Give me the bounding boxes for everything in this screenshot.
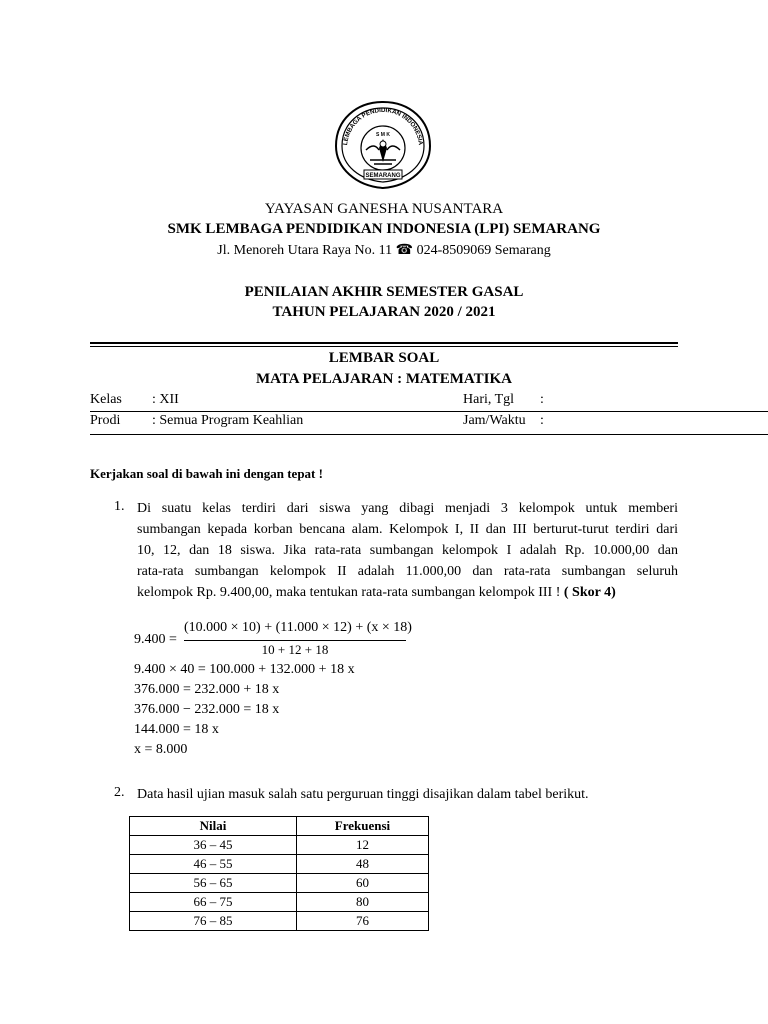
hari-label: Hari, Tgl: [463, 392, 515, 407]
table-row: [130, 893, 429, 912]
solution-numerator: (10.000 × 10) + (11.000 × 12) + (x × 18): [184, 620, 412, 635]
table-row: [130, 855, 429, 874]
cell-frekuensi: 76: [297, 912, 429, 931]
logo-bottom-text: SEMARANG: [365, 173, 401, 179]
q1-text: [137, 498, 678, 603]
address-street: Jl. Menoreh Utara Raya No. 11: [217, 243, 393, 258]
cell-frekuensi: 80: [297, 893, 429, 912]
kelas-value: : XII: [152, 392, 179, 407]
prodi-label: Prodi: [90, 413, 121, 428]
jam-value: :: [540, 413, 544, 428]
solution-denominator: 10 + 12 + 18: [261, 642, 329, 657]
solution-step-2: 376.000 = 232.000 + 18 x: [134, 682, 280, 697]
solution-step-1: 9.400 × 40 = 100.000 + 132.000 + 18 x: [134, 662, 355, 677]
exam-title: PENILAIAN AKHIR SEMESTER GASAL: [244, 284, 524, 300]
sheet-title: LEMBAR SOAL: [328, 350, 440, 366]
logo-ring-text: LEMBAGA PENDIDIKAN INDONESIA: [342, 106, 424, 146]
prodi-value: : Semua Program Keahlian: [152, 413, 304, 428]
cell-nilai: 46 – 55: [130, 855, 297, 874]
solution-step-3: 376.000 − 232.000 = 18 x: [134, 702, 280, 717]
q1-line-last: [137, 582, 678, 603]
cell-frekuensi: 48: [297, 855, 429, 874]
table-row: [130, 912, 429, 931]
solution-step-4: 144.000 = 18 x: [134, 722, 219, 737]
address-phone: 024-8509069 Semarang: [416, 243, 551, 258]
cell-nilai: 76 – 85: [130, 912, 297, 931]
q1-line: kelompok Rp. 9.400,00, maka tentukan rata-rata sumbangan kelompok III !: [137, 585, 561, 600]
school-logo: [330, 100, 436, 190]
q2-text: Data hasil ujian masuk salah satu perguruan tinggi disajikan dalam tabel berikut.: [137, 787, 589, 802]
q1-number: 1.: [114, 499, 125, 514]
solution-step-5: x = 8.000: [134, 742, 188, 757]
school-address: [0, 242, 768, 259]
phone-icon: ☎: [395, 243, 414, 258]
cell-nilai: 66 – 75: [130, 893, 297, 912]
instruction-text: Kerjakan soal di bawah ini dengan tepat !: [90, 466, 323, 481]
q1-line: rata-rata sumbangan kelompok II adalah 11.000,00 dan rata-rata sumbangan seluruh: [137, 564, 678, 579]
divider-thick: [90, 342, 678, 344]
fraction-bar: [184, 640, 406, 641]
frequency-table: [129, 816, 429, 931]
cell-frekuensi: 12: [297, 836, 429, 855]
table-row: [130, 836, 429, 855]
info-row-divider: [90, 411, 768, 412]
table-row: [130, 874, 429, 893]
q2-number: 2.: [114, 785, 125, 800]
table-header-row: [130, 817, 429, 836]
foundation-name: YAYASAN GANESHA NUSANTARA: [264, 201, 504, 217]
exam-year: TAHUN PELAJARAN 2020 / 2021: [272, 304, 496, 320]
jam-label: Jam/Waktu: [463, 413, 526, 428]
school-name: SMK LEMBAGA PENDIDIKAN INDONESIA (LPI) SEMARANG: [167, 221, 601, 237]
subject-title: MATA PELAJARAN : MATEMATIKA: [256, 371, 512, 387]
q1-line: Di suatu kelas terdiri dari siswa yang dibagi menjadi 3 kelompok untuk memberi: [137, 501, 678, 516]
solution-lhs: 9.400 =: [134, 632, 177, 647]
kelas-label: Kelas: [90, 392, 122, 407]
q1-line: sumbangan kepada korban bencana alam. Kelompok I, II dan III berturut-turut terdiri dari: [137, 522, 678, 537]
header-frekuensi: Frekuensi: [297, 817, 429, 836]
header-nilai: Nilai: [130, 817, 297, 836]
cell-nilai: 56 – 65: [130, 874, 297, 893]
info-bottom-right: [415, 434, 768, 435]
info-bottom-left: [90, 434, 415, 435]
solution-lhs-value: 9.400: [134, 632, 166, 647]
logo-center-text: S M K: [376, 132, 390, 138]
hari-value: :: [540, 392, 544, 407]
divider-thin: [90, 346, 678, 347]
q1-line: 10, 12, dan 18 siswa. Jika rata-rata sumbangan kelompok I adalah Rp. 10.000,00 dan: [137, 543, 678, 558]
cell-frekuensi: 60: [297, 874, 429, 893]
q1-score: ( Skor 4): [563, 585, 616, 600]
cell-nilai: 36 – 45: [130, 836, 297, 855]
